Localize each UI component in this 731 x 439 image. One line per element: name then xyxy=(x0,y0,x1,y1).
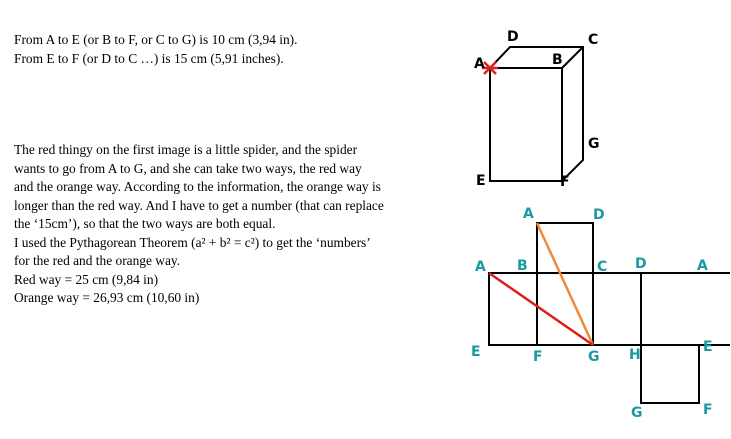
label-c: C xyxy=(588,32,599,48)
net-main-strip xyxy=(489,273,730,345)
net-label-e-left: E xyxy=(471,344,481,360)
explanation-line: Orange way = 26,93 cm (10,60 in) xyxy=(14,290,200,305)
box-edge-bc xyxy=(562,47,583,68)
box-front-face xyxy=(490,68,562,181)
net-label-d-top: D xyxy=(593,207,605,223)
net-edges xyxy=(489,223,730,403)
explanation-line: and the orange way. According to the information, the orange way is xyxy=(14,179,381,194)
explanation-paragraph xyxy=(14,141,384,308)
net-figure xyxy=(465,198,730,430)
net-label-a-top: A xyxy=(523,206,534,222)
net-label-b: B xyxy=(517,258,528,274)
intro-line: From E to F (or D to C …) is 15 cm (5,91 inches). xyxy=(14,50,284,66)
explanation-line: wants to go from A to G, and she can take two ways, the red way xyxy=(14,160,362,176)
net-label-e-right: E xyxy=(703,339,713,355)
intro-line: From A to E (or B to F, or C to G) is 10 cm (3,94 in). xyxy=(14,32,298,47)
net-label-c: C xyxy=(597,259,608,275)
box-figure xyxy=(460,20,625,195)
explanation-line: Red way = 25 cm (9,84 in) xyxy=(14,271,159,287)
explanation-line: The red thingy on the first image is a little spider, and the spider xyxy=(14,142,358,157)
explanation-line: I used the Pythagorean Theorem (a² + b² = c²) to get the ‘numbers’ xyxy=(14,234,371,250)
net-label-h: H xyxy=(629,347,641,363)
net-label-f: F xyxy=(533,349,543,365)
net-top-face xyxy=(537,223,593,273)
label-a: A xyxy=(474,56,485,72)
net-label-d-right: D xyxy=(635,256,647,272)
label-g: G xyxy=(588,136,600,152)
explanation-line: for the red and the orange way. xyxy=(14,253,181,268)
box-edges xyxy=(490,47,583,181)
net-label-a-left: A xyxy=(475,259,486,275)
net-label-f-bottom: F xyxy=(703,402,713,418)
label-f: F xyxy=(560,174,570,190)
explanation-line: the ‘15cm’), so that the two ways are both equal. xyxy=(14,216,276,231)
net-label-g-bottom: G xyxy=(631,405,643,421)
label-b: B xyxy=(552,52,563,68)
net-label-a-right: A xyxy=(697,258,708,274)
explanation-line: longer than the red way. And I have to get a number (that can replace xyxy=(14,197,384,213)
label-d: D xyxy=(507,29,519,45)
net-label-g: G xyxy=(588,349,600,365)
net-bottom-face xyxy=(641,345,699,403)
intro-paragraph xyxy=(14,31,297,68)
label-e: E xyxy=(476,173,486,189)
